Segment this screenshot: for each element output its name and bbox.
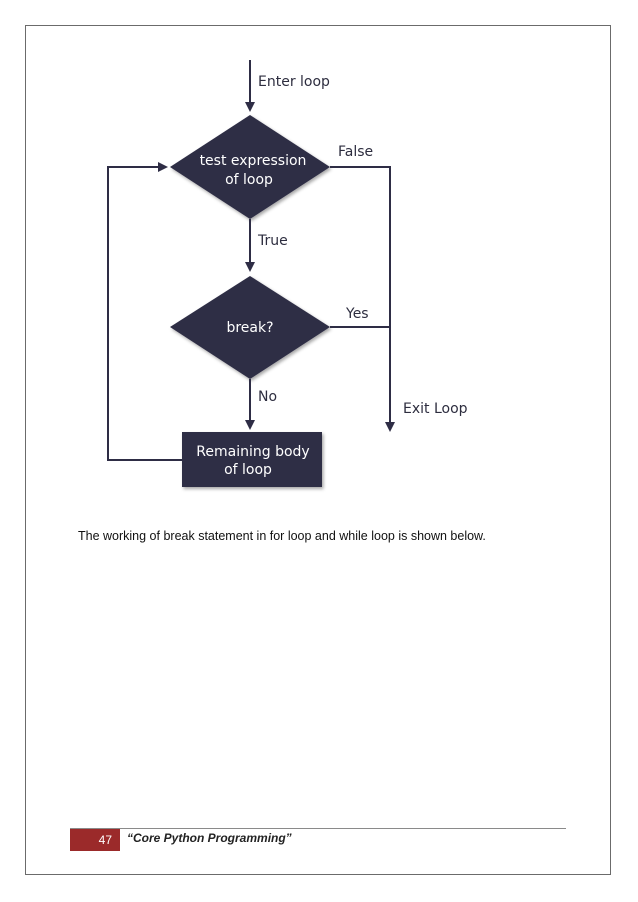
no-label: No — [258, 389, 278, 405]
footer-book-title: “Core Python Programming” — [127, 831, 292, 845]
footer-rule — [70, 828, 566, 829]
body-text-line1: Remaining body — [196, 444, 310, 460]
yes-label: Yes — [346, 306, 369, 322]
loop-back-path — [108, 167, 182, 460]
false-path — [330, 167, 390, 430]
condition-text-line1: test expression — [199, 153, 307, 169]
break-text: break? — [226, 320, 274, 336]
page-number: 47 — [70, 829, 120, 851]
body-text-line2: of loop — [224, 462, 272, 478]
entry-label: Enter loop — [258, 74, 330, 90]
exit-label: Exit Loop — [403, 401, 468, 417]
false-label: False — [338, 144, 374, 160]
condition-text-line2: of loop — [225, 172, 273, 188]
caption-text: The working of break statement in for loop and while loop is shown below. — [78, 529, 486, 543]
true-label: True — [258, 233, 288, 249]
